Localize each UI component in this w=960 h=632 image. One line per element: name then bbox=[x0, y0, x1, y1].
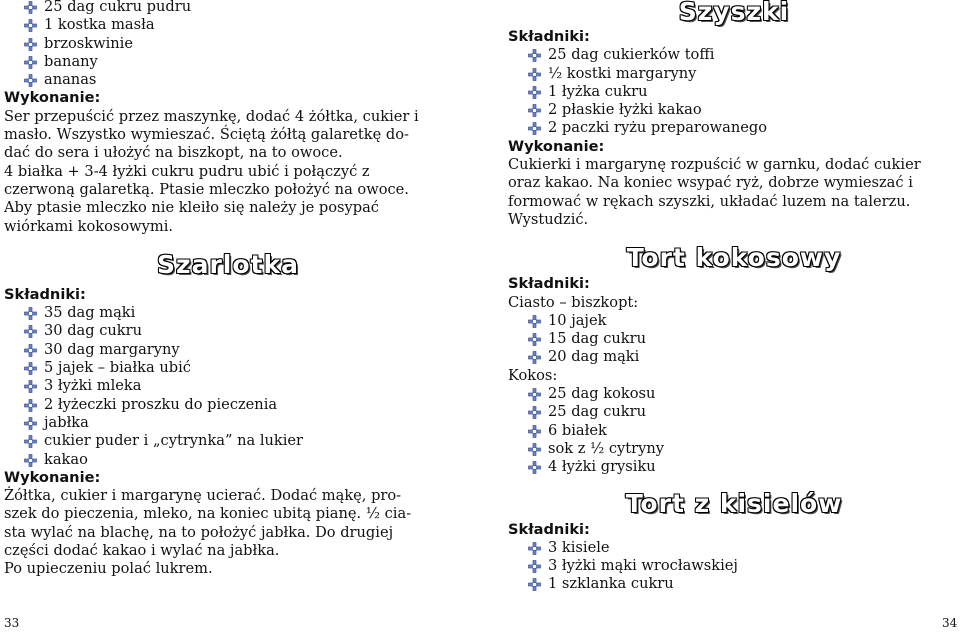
recipe-title-szyszki: Szyszki bbox=[678, 0, 790, 26]
list-item-text: 20 dag mąki bbox=[548, 348, 640, 366]
cross-bullet-icon bbox=[24, 325, 37, 338]
cross-bullet-icon bbox=[528, 425, 541, 438]
ingredient-list-ciasto bbox=[508, 312, 960, 367]
list-item-text: jabłka bbox=[44, 413, 89, 431]
cross-bullet-icon bbox=[24, 38, 37, 51]
instruction-line: Aby ptasie mleczko nie kleiło się należy je posypać bbox=[4, 199, 379, 217]
list-item bbox=[508, 101, 960, 119]
instruction-line: Wystudzić. bbox=[508, 210, 589, 228]
cross-bullet-icon bbox=[528, 86, 541, 99]
list-item-text: banany bbox=[44, 52, 98, 70]
left-page bbox=[4, 0, 452, 579]
cross-bullet-icon bbox=[24, 307, 37, 320]
cross-bullet-icon bbox=[24, 56, 37, 69]
list-item-text: brzoskwinie bbox=[44, 34, 133, 52]
ingredient-list-top bbox=[4, 0, 452, 89]
list-item-text: 3 łyżki mąki wrocławskiej bbox=[548, 557, 738, 575]
list-item-text: 10 jajek bbox=[548, 311, 607, 329]
instruction-line: Po upieczeniu polać lukrem. bbox=[4, 560, 213, 578]
cross-bullet-icon bbox=[24, 399, 37, 412]
list-item-text: ½ kostki margaryny bbox=[548, 64, 697, 82]
list-item-text: 15 dag cukru bbox=[548, 330, 647, 348]
cross-bullet-icon bbox=[24, 380, 37, 393]
list-item-text: 3 kisiele bbox=[548, 538, 610, 556]
wykonanie-label: Wykonanie: bbox=[508, 137, 605, 155]
list-item bbox=[4, 414, 452, 432]
list-item-text: sok z ½ cytryny bbox=[548, 439, 665, 457]
list-item bbox=[4, 35, 452, 53]
skladniki-label: Składniki: bbox=[508, 275, 590, 293]
list-item-text: 25 dag cukru bbox=[548, 403, 647, 421]
list-item bbox=[4, 451, 452, 469]
skladniki-label: Składniki: bbox=[508, 520, 590, 538]
list-item-text: 2 płaskie łyżki kakao bbox=[548, 101, 702, 119]
cross-bullet-icon bbox=[528, 104, 541, 117]
cross-bullet-icon bbox=[528, 122, 541, 135]
cross-bullet-icon bbox=[528, 351, 541, 364]
recipe-title-tort-z-kisielow: Tort z kisielów bbox=[625, 488, 843, 518]
list-item-text: 2 łyżeczki proszku do pieczenia bbox=[44, 395, 278, 413]
page-number-right: 34 bbox=[942, 616, 958, 630]
list-item-text: 4 łyżki grysiku bbox=[548, 458, 656, 476]
list-item bbox=[508, 422, 960, 440]
list-item bbox=[508, 403, 960, 421]
instruction-line: formować w rękach szyszki, układać luzem na talerzu. bbox=[508, 192, 911, 210]
cross-bullet-icon bbox=[528, 578, 541, 591]
list-item bbox=[4, 16, 452, 34]
list-item-text: 1 łyżka cukru bbox=[548, 82, 648, 100]
list-item-text: cukier puder i „cytrynka” na lukier bbox=[44, 432, 304, 450]
list-item bbox=[4, 359, 452, 377]
list-item bbox=[4, 432, 452, 450]
cross-bullet-icon bbox=[528, 68, 541, 81]
list-item-text: 1 kostka masła bbox=[44, 16, 155, 34]
ingredient-list-szyszki bbox=[508, 46, 960, 137]
cross-bullet-icon bbox=[528, 388, 541, 401]
instruction-line: Żółtka, cukier i margarynę ucierać. Dodać mąkę, pro- bbox=[4, 487, 402, 505]
instruction-line: 4 białka + 3-4 łyżki cukru pudru ubić i połączyć z bbox=[4, 162, 370, 180]
instruction-line: sta wylać na blachę, na to położyć jabłka. Do drugiej bbox=[4, 523, 394, 541]
cross-bullet-icon bbox=[528, 406, 541, 419]
recipe-title-tort-kokosowy: Tort kokosowy bbox=[626, 243, 842, 273]
ciasto-label: Ciasto – biszkopt: bbox=[508, 293, 639, 311]
list-item bbox=[508, 330, 960, 348]
list-item bbox=[508, 83, 960, 101]
list-item bbox=[4, 322, 452, 340]
list-item bbox=[508, 440, 960, 458]
instruction-line: części dodać kakao i wylać na jabłka. bbox=[4, 542, 280, 560]
list-item bbox=[4, 0, 452, 16]
ingredient-list-szarlotka bbox=[4, 304, 452, 469]
list-item-text: 30 dag cukru bbox=[44, 322, 143, 340]
page-number-left: 33 bbox=[4, 616, 20, 630]
instructions-top bbox=[4, 108, 452, 236]
list-item bbox=[508, 385, 960, 403]
list-item bbox=[4, 71, 452, 89]
list-item bbox=[508, 557, 960, 575]
cross-bullet-icon bbox=[24, 1, 37, 14]
list-item bbox=[508, 539, 960, 557]
cross-bullet-icon bbox=[528, 461, 541, 474]
skladniki-label: Składniki: bbox=[508, 28, 590, 45]
list-item-text: 25 dag kokosu bbox=[548, 385, 656, 403]
list-item-text: 25 dag cukru pudru bbox=[44, 0, 192, 15]
instruction-line: Ser przepuścić przez maszynkę, dodać 4 żółtka, cukier i bbox=[4, 107, 419, 125]
cross-bullet-icon bbox=[24, 344, 37, 357]
instruction-line: masło. Wszystko wymieszać. Ściętą żółtą galaretkę do- bbox=[4, 126, 409, 144]
cross-bullet-icon bbox=[528, 315, 541, 328]
cross-bullet-icon bbox=[24, 74, 37, 87]
instructions-szyszki bbox=[508, 156, 960, 229]
cross-bullet-icon bbox=[528, 333, 541, 346]
list-item-text: 1 szklanka cukru bbox=[548, 575, 674, 593]
list-item-text: 25 dag cukierków toffi bbox=[548, 46, 715, 64]
cross-bullet-icon bbox=[24, 417, 37, 430]
list-item-text: ananas bbox=[44, 71, 97, 89]
instruction-line: oraz kakao. Na koniec wsypać ryż, dobrze wymieszać i bbox=[508, 174, 913, 192]
wykonanie-label: Wykonanie: bbox=[4, 89, 101, 107]
cross-bullet-icon bbox=[528, 560, 541, 573]
list-item bbox=[508, 348, 960, 366]
recipe-title-szarlotka: Szarlotka bbox=[157, 249, 299, 279]
list-item bbox=[508, 458, 960, 476]
list-item-text: 30 dag margaryny bbox=[44, 340, 180, 358]
right-page bbox=[508, 0, 960, 594]
instruction-line: wiórkami kokosowymi. bbox=[4, 217, 174, 235]
cross-bullet-icon bbox=[24, 435, 37, 448]
ingredient-list-kokos bbox=[508, 385, 960, 476]
cross-bullet-icon bbox=[24, 454, 37, 467]
instruction-line: dać do sera i ułożyć na biszkopt, na to owoce. bbox=[4, 144, 343, 162]
list-item bbox=[4, 304, 452, 322]
list-item bbox=[508, 575, 960, 593]
instruction-line: czerwoną galaretką. Ptasie mleczko położyć na owoce. bbox=[4, 180, 409, 198]
list-item bbox=[4, 377, 452, 395]
list-item bbox=[4, 396, 452, 414]
instruction-line: szek do pieczenia, mleko, na koniec ubitą pianę. ½ cia- bbox=[4, 505, 412, 523]
list-item-text: 35 dag mąki bbox=[44, 304, 136, 322]
list-item-text: 6 białek bbox=[548, 421, 607, 439]
list-item-text: 3 łyżki mleka bbox=[44, 377, 142, 395]
list-item bbox=[508, 119, 960, 137]
list-item bbox=[4, 53, 452, 71]
skladniki-label: Składniki: bbox=[4, 285, 86, 303]
list-item-text: kakao bbox=[44, 450, 88, 468]
list-item bbox=[508, 65, 960, 83]
cross-bullet-icon bbox=[528, 443, 541, 456]
list-item-text: 5 jajek – białka ubić bbox=[44, 359, 191, 377]
list-item bbox=[4, 341, 452, 359]
cross-bullet-icon bbox=[528, 542, 541, 555]
cross-bullet-icon bbox=[24, 19, 37, 32]
kokos-label: Kokos: bbox=[508, 366, 558, 384]
cross-bullet-icon bbox=[528, 49, 541, 62]
instructions-szarlotka bbox=[4, 487, 452, 578]
list-item-text: 2 paczki ryżu preparowanego bbox=[548, 119, 768, 137]
ingredient-list-kisiele bbox=[508, 539, 960, 594]
wykonanie-label: Wykonanie: bbox=[4, 468, 101, 486]
instruction-line: Cukierki i margarynę rozpuścić w garnku, dodać cukier bbox=[508, 156, 921, 174]
list-item bbox=[508, 46, 960, 64]
cross-bullet-icon bbox=[24, 362, 37, 375]
list-item bbox=[508, 312, 960, 330]
